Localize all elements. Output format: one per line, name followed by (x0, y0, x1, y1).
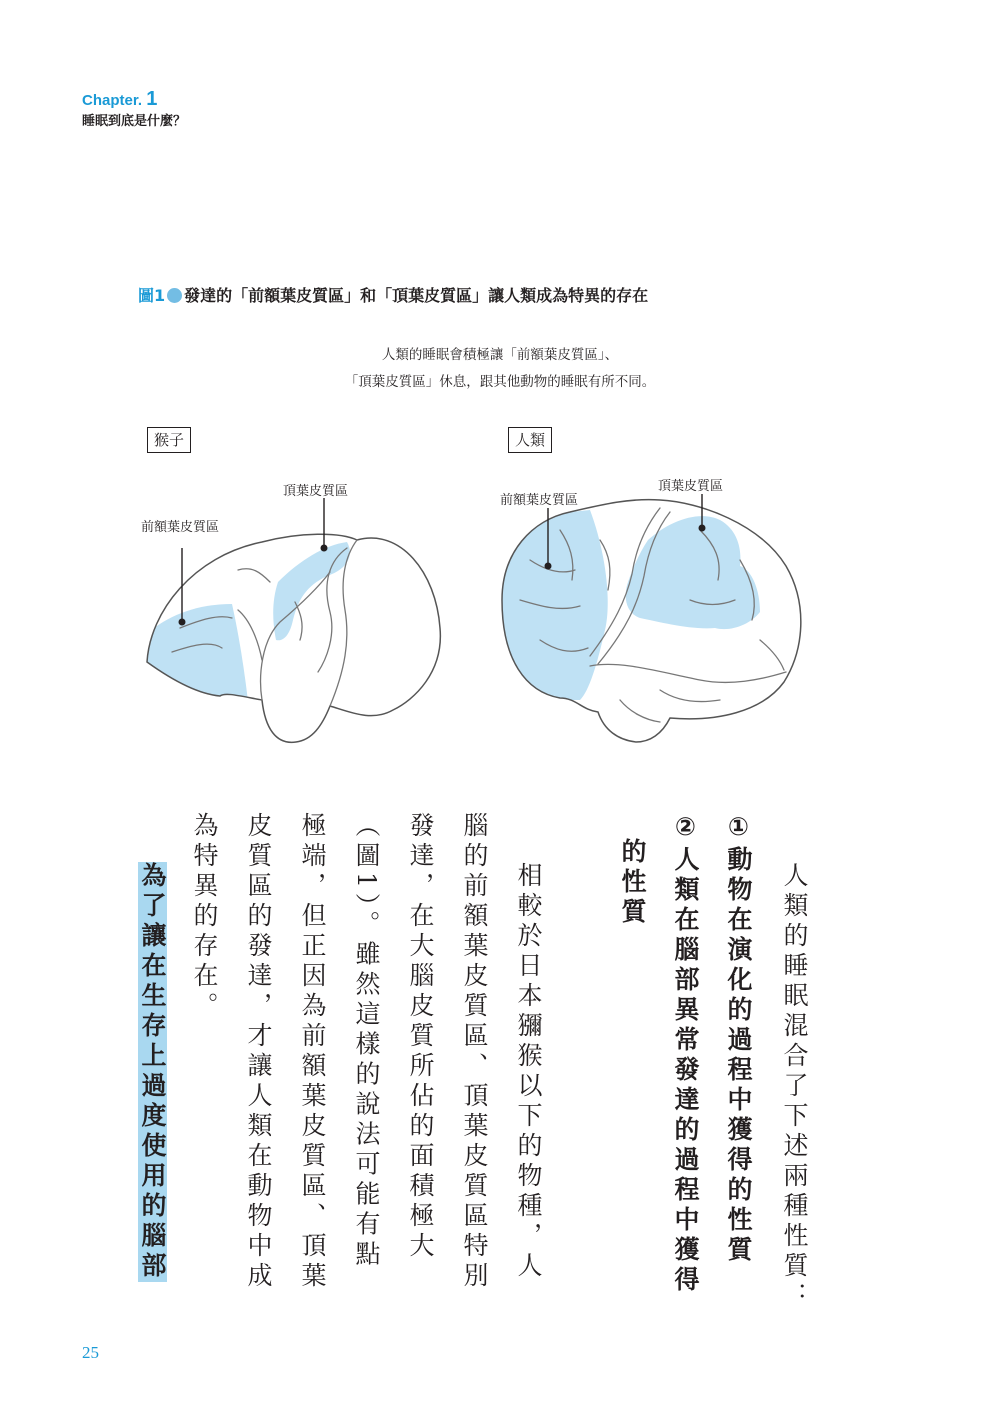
chapter-subtitle: 睡眠到底是什麼？ (82, 114, 187, 129)
figure-title-text: 發達的「前額葉皮質區」和「頂葉皮質區」讓人類成為特異的存在 (184, 286, 649, 305)
human-tag: 人類 (508, 427, 552, 453)
human-prefrontal-label: 前額葉皮質區 (500, 493, 579, 508)
body-paragraph-line-7: 為特異的存在。 (190, 812, 219, 1022)
monkey-brain (140, 498, 440, 742)
page-number: 25 (82, 1343, 99, 1362)
monkey-prefrontal-label: 前額葉皮質區 (141, 520, 220, 535)
body-paragraph-line-4: （圖1）。雖然這樣的說法可能有點 (352, 812, 381, 1271)
body-paragraph-line-5: 極端，但正因為前額葉皮質區、頂葉 (298, 812, 327, 1292)
caption-line-1: 人類的睡眠會積極讓「前額葉皮質區」、 (381, 347, 619, 363)
human-parietal-label: 頂葉皮質區 (658, 479, 724, 494)
chapter-title: Chapter. 1 (82, 88, 158, 110)
body-point-1: ①動物在演化的過程中獲得的性質 (724, 812, 753, 1266)
chapter-number: 1 (146, 88, 158, 110)
human-prefrontal-region (495, 510, 608, 700)
body-intro: 人類的睡眠混合了下述兩種性質： (780, 862, 809, 1312)
human-brain (495, 494, 801, 742)
body-point-2: ②人類在腦部異常發達的過程中獲得 (671, 812, 700, 1296)
section-heading (132, 862, 172, 1282)
monkey-tag: 猴子 (147, 427, 191, 453)
body-paragraph-line-2: 腦的前額葉皮質區、頂葉皮質區特別 (460, 812, 489, 1292)
caption-line-2: 「頂葉皮質區」休息，跟其他動物的睡眠有所不同。 (344, 374, 656, 390)
monkey-parietal-label: 頂葉皮質區 (283, 484, 349, 499)
body-paragraph-line-1: 相較於日本獼猴以下的物種，人 (514, 832, 543, 1282)
section-heading-text: 為了讓在生存上過度使用的腦部 (138, 862, 167, 1282)
body-paragraph-line-3: 發達，在大腦皮質所佔的面積極大 (406, 812, 435, 1262)
monkey-prefrontal-region (140, 604, 250, 720)
body-paragraph-line-6: 皮質區的發達，才讓人類在動物中成 (244, 812, 273, 1292)
figure-label: 圖1 (138, 286, 166, 305)
body-point-2-continued: 的性質 (618, 838, 647, 928)
